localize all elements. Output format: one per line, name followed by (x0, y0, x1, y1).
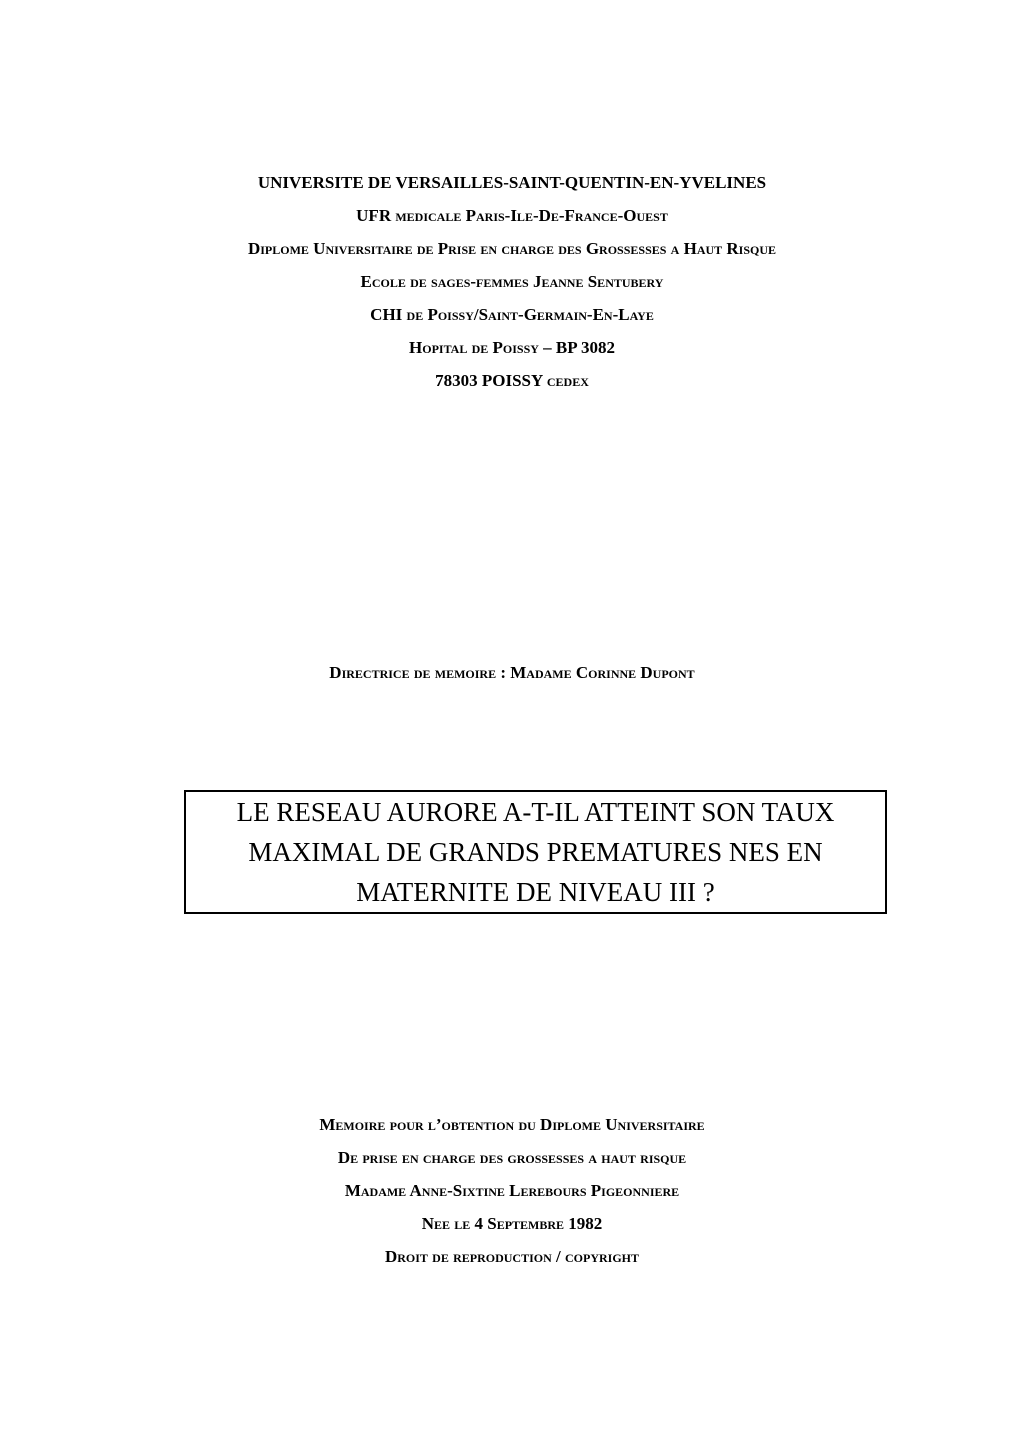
diploma-subject: De prise en charge des grossesses a haut risque (337, 1148, 687, 1167)
director-line: Directrice de memoire : Madame Corinne Dupont (329, 663, 695, 682)
university-name: UNIVERSITE DE VERSAILLES-SAINT-QUENTIN-EN-YVELINES (257, 173, 767, 192)
title-line-1: LE RESEAU AURORE A-T-IL ATTEINT SON TAUX (236, 797, 835, 827)
thesis-purpose: Memoire pour l’obtention du Diplome Universitaire (319, 1115, 705, 1134)
title-line-3: MATERNITE DE NIVEAU III ? (356, 877, 715, 907)
thesis-director (0, 656, 1024, 689)
author-name: Madame Anne-Sixtine Lerebours Pigeonniere (344, 1181, 680, 1200)
hospital-center-name: CHI de Poissy/Saint-Germain-En-Laye (370, 305, 654, 324)
diploma-name: Diplome Universitaire de Prise en charge des Grossesses a Haut Risque (247, 239, 777, 258)
thesis-details (0, 1108, 1024, 1273)
thesis-title (237, 792, 835, 912)
faculty-name: UFR medicale Paris-Ile-De-France-Ouest (356, 206, 668, 225)
postal-city: 78303 POISSY cedex (435, 371, 589, 390)
hospital-address: Hopital de Poissy – BP 3082 (409, 338, 615, 357)
title-line-2: MAXIMAL DE GRANDS PREMATURES NES EN (248, 837, 823, 867)
school-name: Ecole de sages-femmes Jeanne Sentubery (360, 272, 664, 291)
thesis-title-box (184, 790, 887, 914)
copyright-notice: Droit de reproduction / copyright (384, 1247, 640, 1266)
institution-header (0, 166, 1024, 397)
author-birthdate: Nee le 4 Septembre 1982 (421, 1214, 603, 1233)
